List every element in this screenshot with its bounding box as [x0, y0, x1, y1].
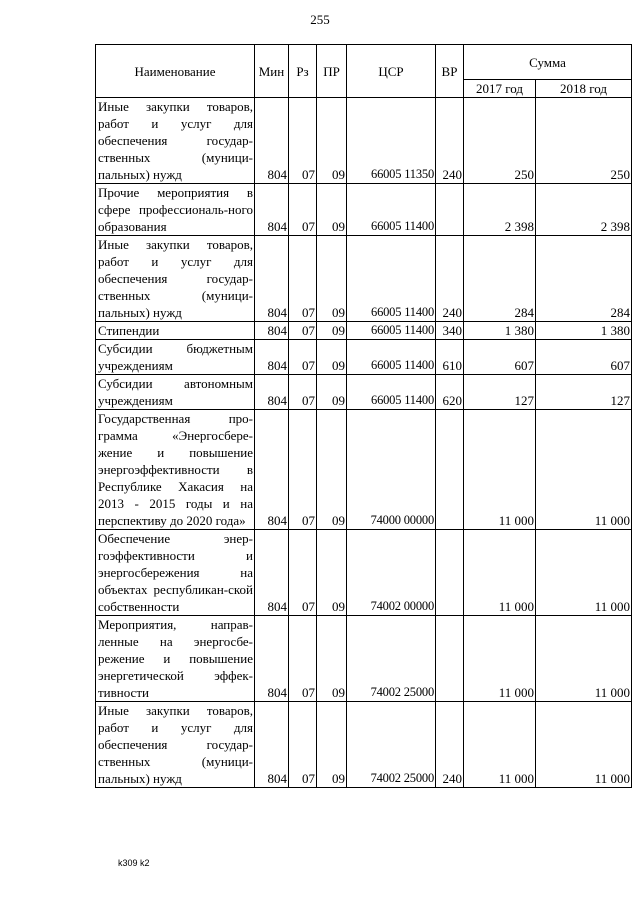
table-body: [96, 98, 632, 788]
header-csr: ЦСР: [347, 45, 436, 98]
cell-min: 804: [255, 616, 289, 702]
header-min: Мин: [255, 45, 289, 98]
table-row: [96, 236, 632, 322]
cell-vr: [436, 530, 464, 616]
budget-table: [95, 44, 632, 788]
cell-pr: 09: [317, 236, 347, 322]
page-number: 255: [310, 12, 330, 27]
cell-min: 804: [255, 410, 289, 530]
cell-vr: 610: [436, 340, 464, 375]
cell-name: Мероприятия, направ-ленные на энергосбе-режение и повышение энергетической эффек-тивности: [96, 616, 255, 702]
cell-min: 804: [255, 340, 289, 375]
cell-csr: 66005 11350: [347, 98, 436, 184]
table-row: [96, 322, 632, 340]
cell-pr: 09: [317, 375, 347, 410]
header-sum: Сумма: [464, 45, 632, 80]
cell-sum-2017: 11 000: [464, 410, 536, 530]
cell-vr: [436, 410, 464, 530]
cell-min: 804: [255, 530, 289, 616]
cell-sum-2017: 607: [464, 340, 536, 375]
table-row: [96, 702, 632, 788]
cell-rz: 07: [289, 322, 317, 340]
cell-min: 804: [255, 702, 289, 788]
cell-pr: 09: [317, 530, 347, 616]
cell-name: Иные закупки товаров, работ и услуг для обеспечения государ-ственных (муници-пальных) нужд: [96, 98, 255, 184]
cell-csr: 74000 00000: [347, 410, 436, 530]
cell-sum-2018: 607: [536, 340, 632, 375]
cell-sum-2017: 11 000: [464, 530, 536, 616]
cell-rz: 07: [289, 184, 317, 236]
cell-name: Субсидии автономным учреждениям: [96, 375, 255, 410]
cell-vr: 340: [436, 322, 464, 340]
cell-min: 804: [255, 98, 289, 184]
cell-pr: 09: [317, 184, 347, 236]
cell-vr: [436, 184, 464, 236]
cell-name: Иные закупки товаров, работ и услуг для обеспечения государ-ственных (муници-пальных) нужд: [96, 702, 255, 788]
cell-pr: 09: [317, 702, 347, 788]
cell-sum-2018: 2 398: [536, 184, 632, 236]
cell-rz: 07: [289, 236, 317, 322]
cell-pr: 09: [317, 340, 347, 375]
cell-csr: 66005 11400: [347, 236, 436, 322]
cell-csr: 66005 11400: [347, 375, 436, 410]
footer-doc-code: k309 k2: [118, 858, 150, 868]
cell-csr: 74002 25000: [347, 702, 436, 788]
cell-sum-2017: 284: [464, 236, 536, 322]
cell-vr: 240: [436, 98, 464, 184]
cell-name: Субсидии бюджетным учреждениям: [96, 340, 255, 375]
header-year-2017: 2017 год: [464, 80, 536, 98]
cell-rz: 07: [289, 702, 317, 788]
cell-csr: 66005 11400: [347, 340, 436, 375]
cell-rz: 07: [289, 98, 317, 184]
cell-sum-2017: 11 000: [464, 616, 536, 702]
header-rz: Рз: [289, 45, 317, 98]
cell-sum-2017: 127: [464, 375, 536, 410]
cell-pr: 09: [317, 322, 347, 340]
cell-sum-2018: 11 000: [536, 616, 632, 702]
cell-pr: 09: [317, 98, 347, 184]
cell-sum-2017: 1 380: [464, 322, 536, 340]
cell-rz: 07: [289, 340, 317, 375]
header-pr: ПР: [317, 45, 347, 98]
cell-sum-2018: 1 380: [536, 322, 632, 340]
cell-name: Иные закупки товаров, работ и услуг для обеспечения государ-ственных (муници-пальных) нужд: [96, 236, 255, 322]
header-vr: ВР: [436, 45, 464, 98]
cell-sum-2017: 11 000: [464, 702, 536, 788]
cell-name: Прочие мероприятия в сфере профессиональ-ного образования: [96, 184, 255, 236]
cell-name: Государственная про-грамма «Энергосбере-жение и повышение энергоэффективности в Республике Хакасия на 2013 - 2015 годы и на перспективу до 2020 года»: [96, 410, 255, 530]
cell-sum-2018: 11 000: [536, 410, 632, 530]
cell-name: Обеспечение энер-гоэффективности и энергосбережения на объектах республикан-ской собственности: [96, 530, 255, 616]
cell-sum-2018: 11 000: [536, 530, 632, 616]
header-year-2018: 2018 год: [536, 80, 632, 98]
cell-min: 804: [255, 236, 289, 322]
header-name: Наименование: [96, 45, 255, 98]
table-row: [96, 616, 632, 702]
cell-sum-2018: 284: [536, 236, 632, 322]
cell-sum-2017: 2 398: [464, 184, 536, 236]
table-row: [96, 410, 632, 530]
cell-rz: 07: [289, 375, 317, 410]
cell-rz: 07: [289, 410, 317, 530]
table-row: [96, 98, 632, 184]
cell-vr: 240: [436, 236, 464, 322]
cell-vr: 620: [436, 375, 464, 410]
cell-sum-2018: 11 000: [536, 702, 632, 788]
cell-min: 804: [255, 184, 289, 236]
cell-csr: 66005 11400: [347, 184, 436, 236]
cell-min: 804: [255, 322, 289, 340]
cell-min: 804: [255, 375, 289, 410]
table-row: [96, 375, 632, 410]
table-row: [96, 530, 632, 616]
cell-vr: [436, 616, 464, 702]
cell-name: Стипендии: [96, 322, 255, 340]
cell-rz: 07: [289, 530, 317, 616]
cell-pr: 09: [317, 410, 347, 530]
cell-vr: 240: [436, 702, 464, 788]
cell-csr: 74002 25000: [347, 616, 436, 702]
cell-pr: 09: [317, 616, 347, 702]
cell-sum-2018: 127: [536, 375, 632, 410]
table-row: [96, 340, 632, 375]
table-row: [96, 184, 632, 236]
cell-sum-2018: 250: [536, 98, 632, 184]
cell-sum-2017: 250: [464, 98, 536, 184]
cell-csr: 66005 11400: [347, 322, 436, 340]
cell-csr: 74002 00000: [347, 530, 436, 616]
cell-rz: 07: [289, 616, 317, 702]
